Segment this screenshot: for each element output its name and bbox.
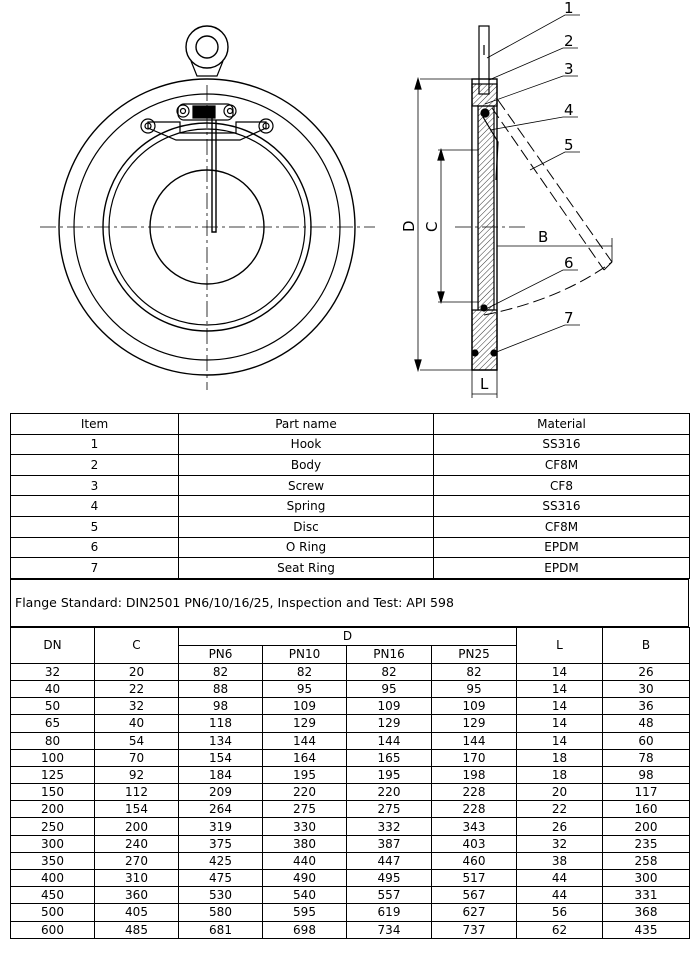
pn10-cell: 144 bbox=[263, 732, 347, 749]
pn6-cell: 681 bbox=[179, 921, 263, 938]
b-cell: 36 bbox=[603, 698, 690, 715]
spec-tables bbox=[10, 413, 689, 939]
table-row bbox=[11, 434, 690, 455]
pn25-cell: 129 bbox=[432, 715, 517, 732]
table-row bbox=[11, 732, 690, 749]
dn-cell: 40 bbox=[11, 680, 95, 697]
table-row bbox=[11, 455, 690, 476]
table-row bbox=[11, 921, 690, 938]
header-dn: DN bbox=[11, 627, 95, 663]
l-cell: 38 bbox=[517, 852, 603, 869]
dim-label-l: L bbox=[480, 375, 489, 393]
pn25-cell: 343 bbox=[432, 818, 517, 835]
pn6-cell: 82 bbox=[179, 663, 263, 680]
header-l: L bbox=[517, 627, 603, 663]
pn10-cell: 95 bbox=[263, 680, 347, 697]
part-name-cell: Screw bbox=[179, 475, 434, 496]
pn25-cell: 170 bbox=[432, 749, 517, 766]
pn16-cell: 195 bbox=[347, 766, 432, 783]
pn10-cell: 82 bbox=[263, 663, 347, 680]
l-cell: 44 bbox=[517, 870, 603, 887]
header-c: C bbox=[95, 627, 179, 663]
pn6-cell: 134 bbox=[179, 732, 263, 749]
l-cell: 18 bbox=[517, 749, 603, 766]
table-row bbox=[11, 784, 690, 801]
pn10-cell: 195 bbox=[263, 766, 347, 783]
table-row bbox=[11, 766, 690, 783]
callout-2: 2 bbox=[564, 32, 574, 50]
c-cell: 310 bbox=[95, 870, 179, 887]
part-name-cell: O Ring bbox=[179, 537, 434, 558]
part-name-cell: Spring bbox=[179, 496, 434, 517]
c-cell: 22 bbox=[95, 680, 179, 697]
b-cell: 98 bbox=[603, 766, 690, 783]
item-cell: 7 bbox=[11, 558, 179, 579]
pn16-cell: 495 bbox=[347, 870, 432, 887]
dn-cell: 100 bbox=[11, 749, 95, 766]
pn25-cell: 228 bbox=[432, 801, 517, 818]
pn25-cell: 517 bbox=[432, 870, 517, 887]
dn-cell: 600 bbox=[11, 921, 95, 938]
l-cell: 44 bbox=[517, 887, 603, 904]
note-table bbox=[10, 579, 689, 627]
pn10-cell: 275 bbox=[263, 801, 347, 818]
pn25-cell: 82 bbox=[432, 663, 517, 680]
pn6-cell: 580 bbox=[179, 904, 263, 921]
c-cell: 270 bbox=[95, 852, 179, 869]
c-cell: 200 bbox=[95, 818, 179, 835]
c-cell: 405 bbox=[95, 904, 179, 921]
pn16-cell: 109 bbox=[347, 698, 432, 715]
pn16-cell: 332 bbox=[347, 818, 432, 835]
pn6-cell: 209 bbox=[179, 784, 263, 801]
flange-standard-note: Flange Standard: DIN2501 PN6/10/16/25, Inspection and Test: API 598 bbox=[11, 579, 689, 626]
pn16-cell: 387 bbox=[347, 835, 432, 852]
table-row bbox=[11, 887, 690, 904]
callout-5: 5 bbox=[564, 136, 574, 154]
item-cell: 3 bbox=[11, 475, 179, 496]
pn10-cell: 540 bbox=[263, 887, 347, 904]
pn25-cell: 198 bbox=[432, 766, 517, 783]
callout-7: 7 bbox=[564, 309, 574, 327]
pn10-cell: 380 bbox=[263, 835, 347, 852]
dimensions-table bbox=[10, 627, 690, 939]
b-cell: 235 bbox=[603, 835, 690, 852]
c-cell: 240 bbox=[95, 835, 179, 852]
dn-cell: 50 bbox=[11, 698, 95, 715]
l-cell: 14 bbox=[517, 732, 603, 749]
front-view bbox=[40, 26, 375, 390]
table-row bbox=[11, 558, 690, 579]
dn-cell: 350 bbox=[11, 852, 95, 869]
pn6-cell: 88 bbox=[179, 680, 263, 697]
dims-header-row bbox=[11, 627, 690, 645]
table-row bbox=[11, 801, 690, 818]
material-cell: EPDM bbox=[434, 558, 690, 579]
c-cell: 154 bbox=[95, 801, 179, 818]
header-pn10: PN10 bbox=[263, 645, 347, 663]
parts-header-row bbox=[11, 414, 690, 435]
table-row bbox=[11, 663, 690, 680]
dn-cell: 400 bbox=[11, 870, 95, 887]
b-cell: 30 bbox=[603, 680, 690, 697]
material-cell: SS316 bbox=[434, 434, 690, 455]
table-row bbox=[11, 715, 690, 732]
pn6-cell: 184 bbox=[179, 766, 263, 783]
l-cell: 14 bbox=[517, 715, 603, 732]
l-cell: 22 bbox=[517, 801, 603, 818]
item-cell: 1 bbox=[11, 434, 179, 455]
b-cell: 300 bbox=[603, 870, 690, 887]
pn25-cell: 109 bbox=[432, 698, 517, 715]
l-cell: 14 bbox=[517, 663, 603, 680]
pn6-cell: 98 bbox=[179, 698, 263, 715]
pn16-cell: 619 bbox=[347, 904, 432, 921]
table-row bbox=[11, 852, 690, 869]
header-part-name: Part name bbox=[179, 414, 434, 435]
header-item: Item bbox=[11, 414, 179, 435]
header-pn6: PN6 bbox=[179, 645, 263, 663]
dims-body bbox=[11, 663, 690, 938]
pn25-cell: 460 bbox=[432, 852, 517, 869]
dn-cell: 250 bbox=[11, 818, 95, 835]
pn6-cell: 375 bbox=[179, 835, 263, 852]
pn25-cell: 737 bbox=[432, 921, 517, 938]
header-pn16: PN16 bbox=[347, 645, 432, 663]
pn6-cell: 118 bbox=[179, 715, 263, 732]
l-cell: 62 bbox=[517, 921, 603, 938]
table-row bbox=[11, 698, 690, 715]
pn10-cell: 164 bbox=[263, 749, 347, 766]
pn25-cell: 403 bbox=[432, 835, 517, 852]
item-cell: 5 bbox=[11, 516, 179, 537]
dn-cell: 450 bbox=[11, 887, 95, 904]
dn-cell: 125 bbox=[11, 766, 95, 783]
c-cell: 92 bbox=[95, 766, 179, 783]
c-cell: 40 bbox=[95, 715, 179, 732]
callout-6: 6 bbox=[564, 254, 574, 272]
header-d: D bbox=[179, 627, 517, 645]
material-cell: EPDM bbox=[434, 537, 690, 558]
pn16-cell: 275 bbox=[347, 801, 432, 818]
b-cell: 78 bbox=[603, 749, 690, 766]
b-cell: 160 bbox=[603, 801, 690, 818]
b-cell: 26 bbox=[603, 663, 690, 680]
dn-cell: 65 bbox=[11, 715, 95, 732]
pn25-cell: 567 bbox=[432, 887, 517, 904]
b-cell: 48 bbox=[603, 715, 690, 732]
header-b: B bbox=[603, 627, 690, 663]
table-row bbox=[11, 680, 690, 697]
pn10-cell: 129 bbox=[263, 715, 347, 732]
c-cell: 20 bbox=[95, 663, 179, 680]
table-row bbox=[11, 516, 690, 537]
b-cell: 368 bbox=[603, 904, 690, 921]
pn16-cell: 557 bbox=[347, 887, 432, 904]
part-name-cell: Seat Ring bbox=[179, 558, 434, 579]
pn25-cell: 228 bbox=[432, 784, 517, 801]
c-cell: 54 bbox=[95, 732, 179, 749]
pn16-cell: 165 bbox=[347, 749, 432, 766]
pn16-cell: 734 bbox=[347, 921, 432, 938]
dn-cell: 500 bbox=[11, 904, 95, 921]
header-pn25: PN25 bbox=[432, 645, 517, 663]
dn-cell: 32 bbox=[11, 663, 95, 680]
c-cell: 70 bbox=[95, 749, 179, 766]
l-cell: 18 bbox=[517, 766, 603, 783]
pn6-cell: 264 bbox=[179, 801, 263, 818]
table-row bbox=[11, 870, 690, 887]
table-row bbox=[11, 835, 690, 852]
material-cell: SS316 bbox=[434, 496, 690, 517]
pn16-cell: 220 bbox=[347, 784, 432, 801]
material-cell: CF8 bbox=[434, 475, 690, 496]
callout-4: 4 bbox=[564, 101, 574, 119]
b-cell: 331 bbox=[603, 887, 690, 904]
pn6-cell: 154 bbox=[179, 749, 263, 766]
table-row bbox=[11, 818, 690, 835]
dim-label-d: D bbox=[400, 220, 418, 232]
pn6-cell: 319 bbox=[179, 818, 263, 835]
c-cell: 112 bbox=[95, 784, 179, 801]
pn25-cell: 627 bbox=[432, 904, 517, 921]
l-cell: 14 bbox=[517, 680, 603, 697]
header-material: Material bbox=[434, 414, 690, 435]
pn10-cell: 698 bbox=[263, 921, 347, 938]
l-cell: 56 bbox=[517, 904, 603, 921]
pn6-cell: 425 bbox=[179, 852, 263, 869]
pn16-cell: 82 bbox=[347, 663, 432, 680]
dn-cell: 80 bbox=[11, 732, 95, 749]
side-view bbox=[415, 15, 612, 398]
material-cell: CF8M bbox=[434, 516, 690, 537]
l-cell: 14 bbox=[517, 698, 603, 715]
table-row bbox=[11, 496, 690, 517]
callout-1: 1 bbox=[564, 0, 574, 17]
parts-table bbox=[10, 413, 690, 579]
table-row bbox=[11, 537, 690, 558]
b-cell: 258 bbox=[603, 852, 690, 869]
item-cell: 2 bbox=[11, 455, 179, 476]
table-row bbox=[11, 749, 690, 766]
b-cell: 435 bbox=[603, 921, 690, 938]
pn10-cell: 109 bbox=[263, 698, 347, 715]
pn25-cell: 144 bbox=[432, 732, 517, 749]
pn6-cell: 530 bbox=[179, 887, 263, 904]
pn16-cell: 95 bbox=[347, 680, 432, 697]
item-cell: 6 bbox=[11, 537, 179, 558]
dn-cell: 200 bbox=[11, 801, 95, 818]
pn16-cell: 144 bbox=[347, 732, 432, 749]
pn10-cell: 595 bbox=[263, 904, 347, 921]
pn25-cell: 95 bbox=[432, 680, 517, 697]
pn10-cell: 220 bbox=[263, 784, 347, 801]
pn16-cell: 447 bbox=[347, 852, 432, 869]
l-cell: 26 bbox=[517, 818, 603, 835]
valve-drawing bbox=[0, 0, 700, 410]
dim-label-c: C bbox=[423, 221, 441, 232]
b-cell: 60 bbox=[603, 732, 690, 749]
pn10-cell: 490 bbox=[263, 870, 347, 887]
table-row bbox=[11, 475, 690, 496]
pn10-cell: 330 bbox=[263, 818, 347, 835]
pn6-cell: 475 bbox=[179, 870, 263, 887]
part-name-cell: Hook bbox=[179, 434, 434, 455]
pn16-cell: 129 bbox=[347, 715, 432, 732]
pn10-cell: 440 bbox=[263, 852, 347, 869]
c-cell: 485 bbox=[95, 921, 179, 938]
callout-3: 3 bbox=[564, 60, 574, 78]
material-cell: CF8M bbox=[434, 455, 690, 476]
item-cell: 4 bbox=[11, 496, 179, 517]
l-cell: 32 bbox=[517, 835, 603, 852]
table-row bbox=[11, 904, 690, 921]
part-name-cell: Body bbox=[179, 455, 434, 476]
dn-cell: 300 bbox=[11, 835, 95, 852]
dn-cell: 150 bbox=[11, 784, 95, 801]
part-name-cell: Disc bbox=[179, 516, 434, 537]
dim-label-b: B bbox=[538, 228, 549, 246]
l-cell: 20 bbox=[517, 784, 603, 801]
b-cell: 117 bbox=[603, 784, 690, 801]
hook-ring bbox=[186, 26, 228, 68]
c-cell: 360 bbox=[95, 887, 179, 904]
c-cell: 32 bbox=[95, 698, 179, 715]
b-cell: 200 bbox=[603, 818, 690, 835]
